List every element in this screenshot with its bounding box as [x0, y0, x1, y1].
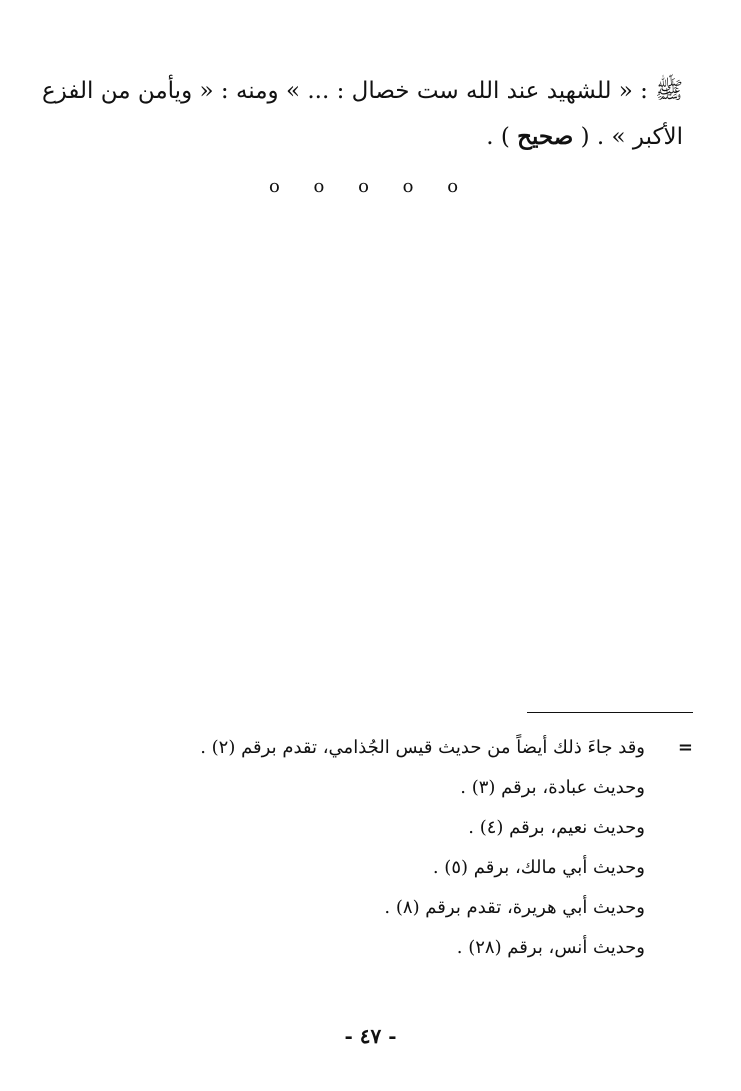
hadith-grade: صحيح: [517, 123, 574, 150]
section-separator: o o o o o: [268, 176, 473, 197]
main-text-line-1: ﷺ : « للشهيد عند الله ست خصال : ... » ومنه : « ويأمن من الفزع: [41, 78, 683, 104]
main-text-line-2-end: ) .: [486, 124, 518, 150]
main-text-line-2: [73, 114, 683, 160]
footnote-continuation-marker: =: [677, 737, 693, 758]
footnote-line: وحديث عبادة، برقم (٣) .: [460, 777, 645, 798]
footnote-line: وحديث أبي هريرة، تقدم برقم (٨) .: [384, 897, 645, 918]
footnote-line: وحديث نعيم، برقم (٤) .: [468, 817, 645, 838]
page-number: - ٤٧ -: [344, 1024, 397, 1048]
footnote-line: وحديث أبي مالك، برقم (٥) .: [432, 857, 645, 878]
footnotes: [173, 728, 693, 968]
main-text: [41, 68, 683, 160]
main-text-line-2-text: الأكبر » . (: [573, 124, 683, 150]
footnote-divider: [527, 712, 693, 713]
footnote-line: وحديث أنس، برقم (٢٨) .: [456, 937, 645, 958]
footnote-line: [173, 728, 693, 768]
footnote-text: وقد جاءَ ذلك أيضاً من حديث قيس الجُذامي، تقدم برقم (٢) .: [200, 737, 645, 758]
